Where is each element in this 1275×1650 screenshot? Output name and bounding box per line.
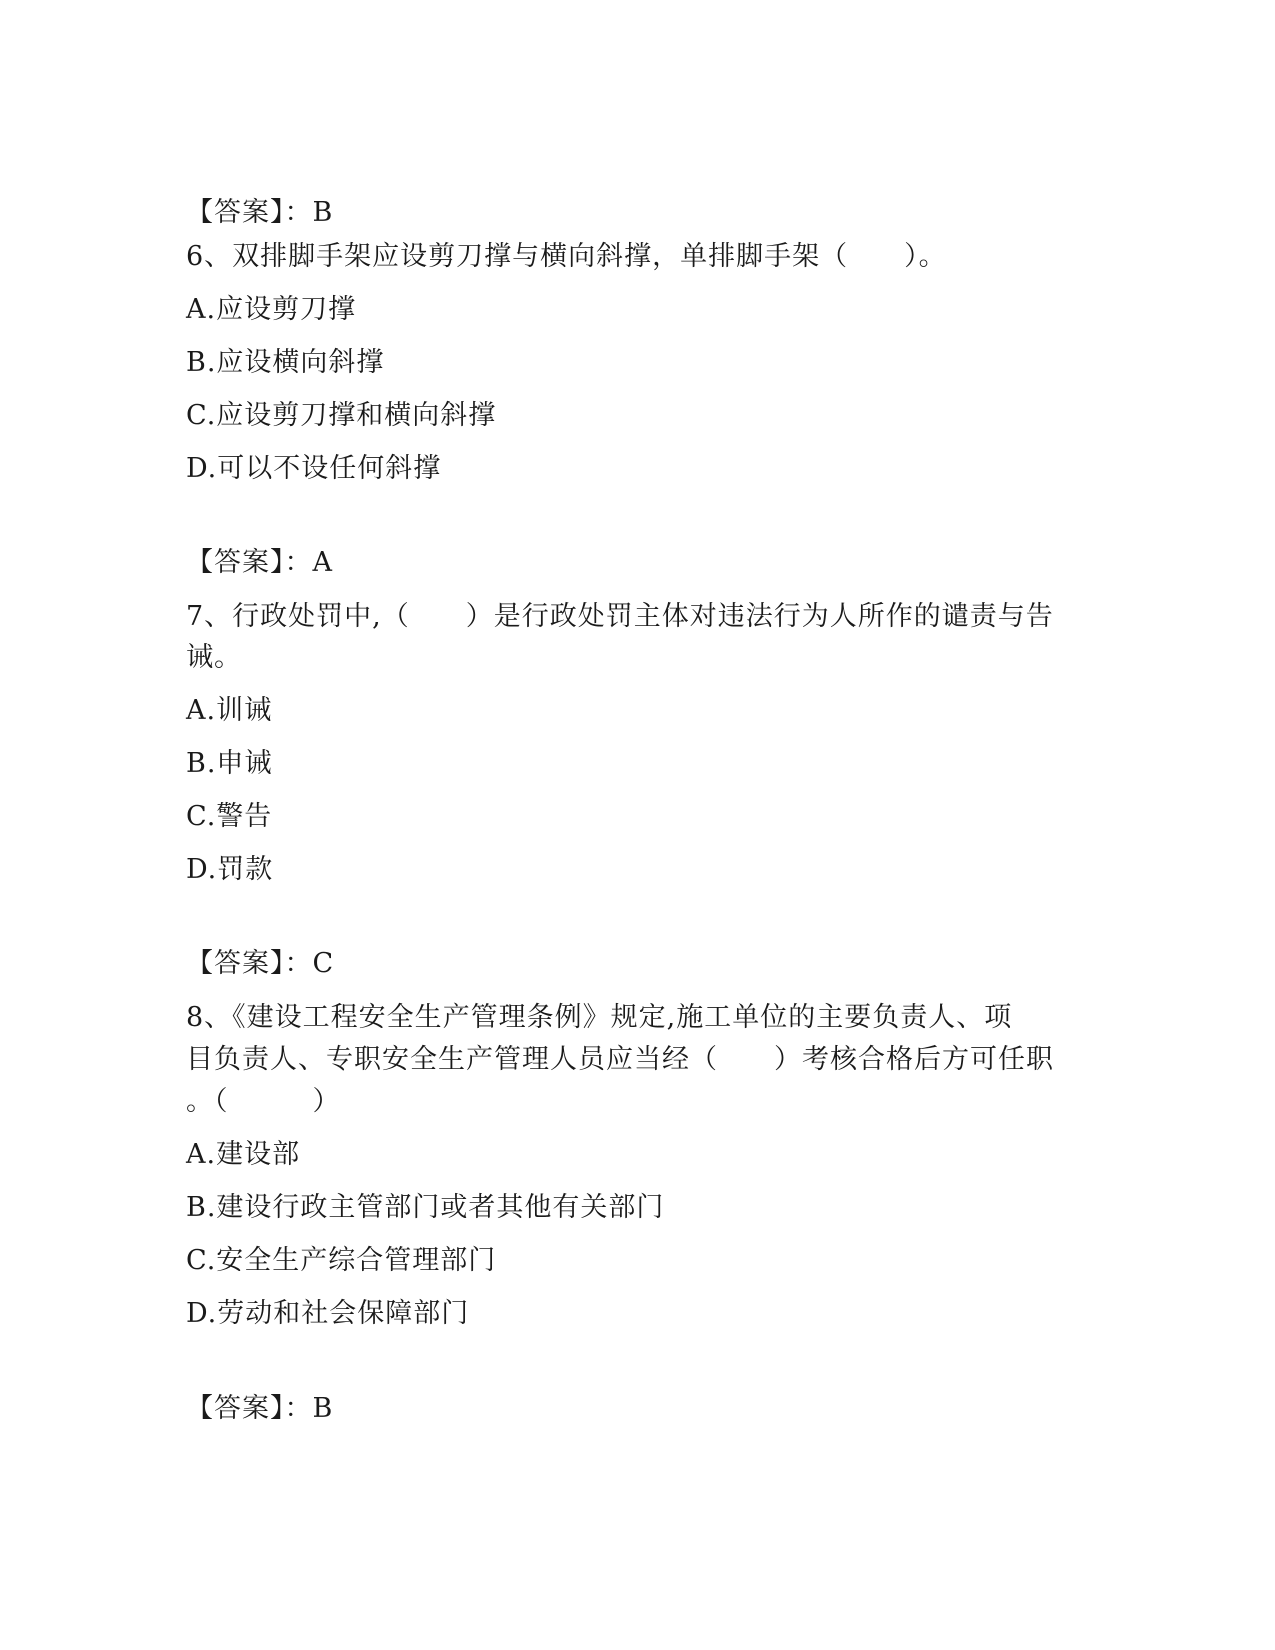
question-8-option-a: A.建设部 [186, 1139, 301, 1170]
question-7-option-b: B.申诫 [186, 748, 273, 779]
question-7-option-d: D.罚款 [186, 854, 274, 885]
question-8-answer: 【答案】：B [186, 1393, 334, 1424]
question-8-option-d: D.劳动和社会保障部门 [186, 1298, 470, 1329]
question-8-stem-line-2: 目负责人、专职安全生产管理人员应当经（ ）考核合格后方可任职 [186, 1044, 1054, 1075]
question-6-option-b: B.应设横向斜撑 [186, 347, 385, 378]
question-6-option-a: A.应设剪刀撑 [186, 294, 357, 325]
question-7-stem-line-1: 7、行政处罚中,（ ）是行政处罚主体对违法行为人所作的谴责与告 [186, 601, 1054, 632]
question-6-option-c: C.应设剪刀撑和横向斜撑 [186, 400, 497, 431]
question-8-stem-line-3: 。（ ） [186, 1086, 341, 1117]
question-8-option-b: B.建设行政主管部门或者其他有关部门 [186, 1192, 665, 1223]
answer-line: 【答案】：B [186, 197, 334, 228]
question-7-option-a: A.训诫 [186, 695, 273, 726]
question-6-stem: 6、双排脚手架应设剪刀撑与横向斜撑，单排脚手架（ ）。 [186, 241, 947, 272]
question-7-option-c: C.警告 [186, 801, 273, 832]
question-8-stem-line-1: 8、《建设工程安全生产管理条例》规定,施工单位的主要负责人、项 [186, 1002, 1013, 1033]
question-7-stem-line-2: 诫。 [186, 642, 242, 673]
question-8-option-c: C.安全生产综合管理部门 [186, 1245, 497, 1276]
question-7-answer: 【答案】：C [186, 948, 335, 979]
question-6-answer: 【答案】：A [186, 547, 333, 578]
question-6-option-d: D.可以不设任何斜撑 [186, 453, 442, 484]
